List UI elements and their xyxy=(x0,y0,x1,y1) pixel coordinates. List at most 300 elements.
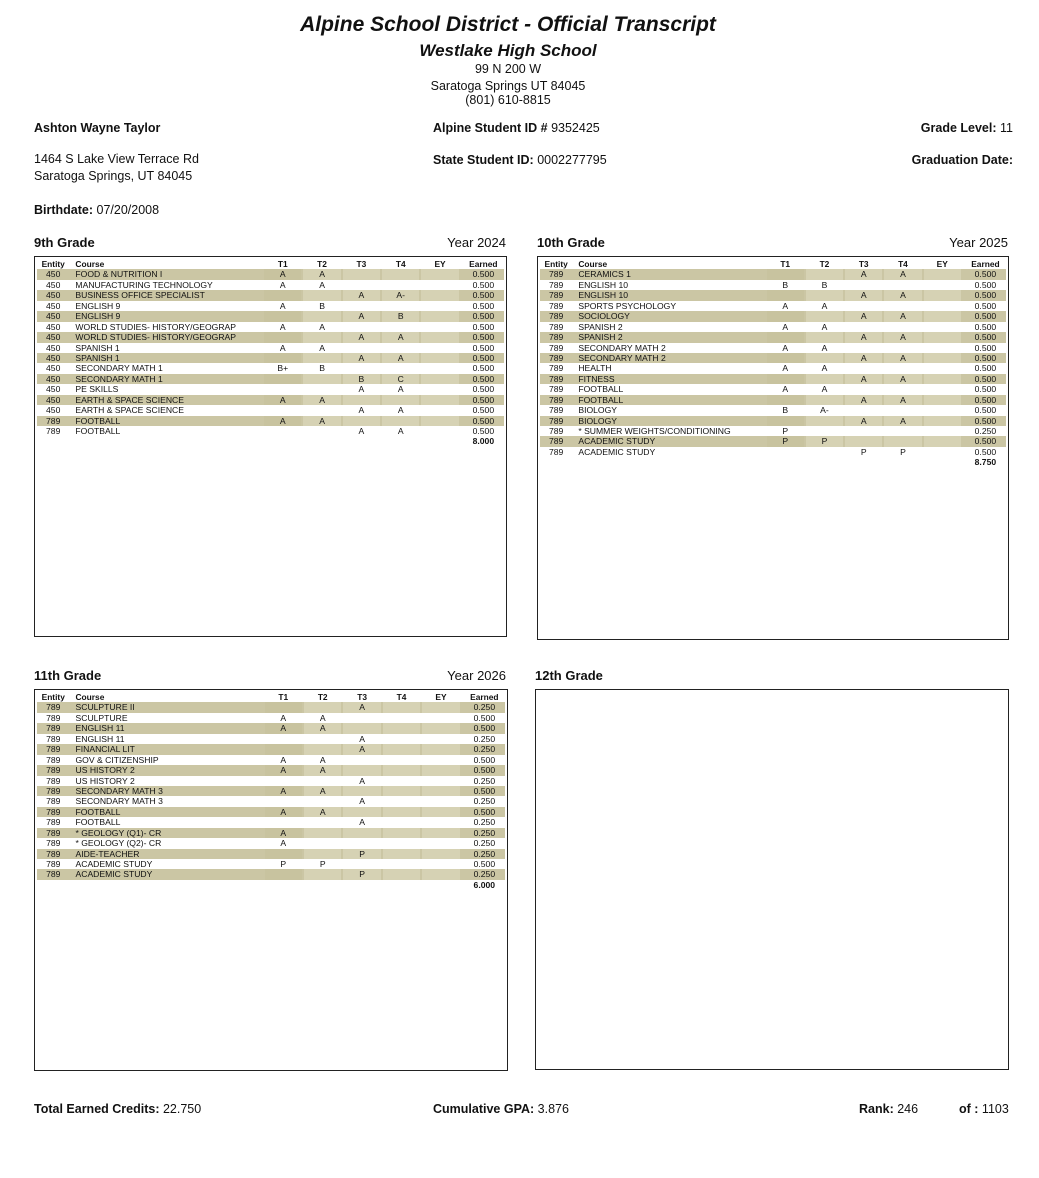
t4-grade-cell: A xyxy=(884,374,921,384)
earned-cell: 0.500 xyxy=(473,712,496,723)
t2-grade-cell xyxy=(806,426,843,436)
course-cell: SPORTS PSYCHOLOGY xyxy=(578,300,677,311)
earned-cell: 0.500 xyxy=(974,269,997,280)
t2-grade-cell: A xyxy=(319,279,325,290)
t1-grade-cell xyxy=(264,290,301,300)
section-12th-title: 12th Grade xyxy=(535,668,603,683)
t4-grade-cell xyxy=(884,280,921,290)
t3-grade-cell: A xyxy=(343,311,380,321)
col-t2-header: T2 xyxy=(317,692,328,702)
t4-grade-cell xyxy=(884,363,921,373)
section-10th-year: Year 2025 xyxy=(949,235,1008,250)
t2-grade-cell: B xyxy=(319,300,325,311)
grade-11-course-table xyxy=(34,689,508,1071)
col-earned-header: Earned xyxy=(470,692,499,702)
entity-cell: 450 xyxy=(46,384,61,395)
course-cell: SOCIOLOGY xyxy=(578,311,630,322)
entity-cell: 789 xyxy=(46,754,61,765)
table-row xyxy=(37,786,505,796)
earned-cell: 0.500 xyxy=(473,859,496,869)
col-entity-header: Entity xyxy=(41,259,65,269)
earned-cell: 0.500 xyxy=(974,415,997,426)
table-row xyxy=(37,817,505,827)
t3-grade-cell: P xyxy=(860,446,867,457)
t4-grade-cell xyxy=(382,280,419,290)
t2-grade-cell xyxy=(303,405,340,415)
t4-grade-cell: A xyxy=(397,426,404,436)
t1-grade-cell xyxy=(264,332,301,342)
t1-grade-cell: A xyxy=(265,786,302,796)
table-row xyxy=(37,723,505,733)
earned-cell: 0.500 xyxy=(473,754,496,765)
t4-grade-cell: A xyxy=(884,395,921,405)
t1-grade-cell: A xyxy=(782,384,789,395)
t4-grade-cell: A xyxy=(884,353,921,363)
t4-grade-cell: P xyxy=(900,446,906,457)
t4-grade-cell xyxy=(382,269,419,279)
t3-grade-cell: A xyxy=(845,395,882,405)
t2-grade-cell xyxy=(304,828,341,838)
t2-grade-cell: A xyxy=(304,807,341,817)
entity-cell: 789 xyxy=(46,702,61,713)
entity-cell: 450 xyxy=(46,321,61,332)
t2-grade-cell xyxy=(806,447,843,457)
grade-level xyxy=(921,121,1013,135)
course-cell: SPANISH 1 xyxy=(75,342,120,353)
t2-grade-cell xyxy=(806,269,843,279)
t4-grade-cell: A xyxy=(382,353,419,363)
t4-grade-cell: A xyxy=(884,311,921,321)
t4-grade-cell xyxy=(383,776,420,786)
t4-grade-cell: A xyxy=(884,269,921,279)
course-cell: HEALTH xyxy=(578,363,612,374)
t3-grade-cell xyxy=(845,405,882,415)
t2-grade-cell xyxy=(304,702,341,712)
t1-grade-cell xyxy=(265,776,302,786)
t3-grade-cell xyxy=(343,786,380,796)
table-header xyxy=(37,259,504,269)
t4-grade-cell xyxy=(383,849,420,859)
entity-cell: 789 xyxy=(46,796,61,807)
t1-grade-cell: A xyxy=(265,765,302,775)
t4-grade-cell: B xyxy=(382,311,419,321)
course-cell: US HISTORY 2 xyxy=(75,775,135,786)
entity-cell: 789 xyxy=(549,290,564,301)
alpine-id-label: Alpine Student ID # xyxy=(433,121,548,135)
course-cell: FOOTBALL xyxy=(578,394,624,405)
ey-grade-cell xyxy=(421,290,458,300)
state-id-value: 0002277795 xyxy=(537,153,607,167)
t3-grade-cell xyxy=(343,828,380,838)
ey-grade-cell xyxy=(924,363,961,373)
grade-level-label: Grade Level: xyxy=(920,121,997,135)
t4-grade-cell xyxy=(884,343,921,353)
table-row xyxy=(37,869,505,879)
state-id xyxy=(433,153,607,167)
course-cell: MANUFACTURING TECHNOLOGY xyxy=(75,279,213,290)
t4-grade-cell xyxy=(382,363,419,373)
table-row xyxy=(540,426,1006,436)
t3-grade-cell: A xyxy=(845,353,882,363)
table-header xyxy=(37,692,505,702)
grade-9-course-table xyxy=(34,256,507,637)
earned-cell: 0.500 xyxy=(974,436,997,447)
t1-grade-cell: A xyxy=(782,363,789,374)
t3-grade-cell xyxy=(343,723,380,733)
t4-grade-cell xyxy=(383,869,420,879)
table-row xyxy=(37,734,505,744)
t1-grade-cell: P xyxy=(767,436,804,446)
table-row xyxy=(37,755,505,765)
ey-grade-cell xyxy=(422,796,459,806)
entity-cell: 789 xyxy=(46,838,61,849)
earned-cell: 0.500 xyxy=(472,279,495,290)
ey-grade-cell xyxy=(422,849,459,859)
table-row xyxy=(37,702,505,712)
student-name: Ashton Wayne Taylor xyxy=(34,121,161,135)
entity-cell: 789 xyxy=(46,723,61,734)
course-cell: FOOTBALL xyxy=(75,426,121,436)
entity-cell: 789 xyxy=(46,785,61,796)
t4-grade-cell: A xyxy=(397,384,404,395)
alpine-id-value: 9352425 xyxy=(551,121,600,135)
ey-grade-cell xyxy=(924,322,961,332)
earned-cell: 0.500 xyxy=(472,342,495,353)
t1-grade-cell xyxy=(265,817,302,827)
col-t3-header: T3 xyxy=(357,692,368,702)
t4-grade-cell xyxy=(383,713,420,723)
earned-cell: 0.500 xyxy=(472,373,495,384)
t2-grade-cell xyxy=(304,817,341,827)
course-cell: FOOD & NUTRITION I xyxy=(75,269,163,280)
t1-grade-cell xyxy=(767,311,804,321)
entity-cell: 450 xyxy=(46,405,61,416)
ey-grade-cell xyxy=(422,723,459,733)
course-cell: SECONDARY MATH 1 xyxy=(75,373,163,384)
t4-grade-cell: A- xyxy=(382,290,419,300)
table-row xyxy=(540,322,1006,332)
entity-cell: 789 xyxy=(46,712,61,723)
t1-grade-cell: A xyxy=(782,342,789,353)
entity-cell: 789 xyxy=(46,415,61,426)
t2-grade-cell: A xyxy=(821,300,828,311)
section-total-credits: 8.750 xyxy=(974,457,997,468)
entity-cell: 789 xyxy=(549,332,564,343)
entity-cell: 789 xyxy=(46,765,61,776)
t3-grade-cell xyxy=(343,395,380,405)
t2-grade-cell xyxy=(806,332,843,342)
col-earned-header: Earned xyxy=(469,259,498,269)
table-row xyxy=(37,744,505,754)
ey-grade-cell xyxy=(924,416,961,426)
ey-grade-cell xyxy=(421,311,458,321)
t4-grade-cell xyxy=(884,405,921,415)
table-row xyxy=(540,353,1006,363)
table-row xyxy=(37,849,505,859)
table-row xyxy=(37,713,505,723)
course-cell: CERAMICS 1 xyxy=(578,269,631,280)
school-address-line1: 99 N 200 W xyxy=(474,62,541,76)
t3-grade-cell: A xyxy=(359,775,365,786)
earned-cell: 0.500 xyxy=(472,426,495,436)
earned-cell: 0.500 xyxy=(974,446,997,457)
t1-grade-cell xyxy=(265,702,302,712)
t2-grade-cell xyxy=(806,374,843,384)
course-cell: FOOTBALL xyxy=(578,384,624,395)
course-cell: US HISTORY 2 xyxy=(75,765,135,776)
entity-cell: 450 xyxy=(46,290,61,301)
t1-grade-cell xyxy=(264,374,301,384)
earned-cell: 0.500 xyxy=(472,321,495,332)
t2-grade-cell: A xyxy=(303,269,340,279)
t1-grade-cell: B+ xyxy=(277,363,289,374)
entity-cell: 789 xyxy=(46,775,61,786)
t4-grade-cell: A xyxy=(884,332,921,342)
entity-cell: 789 xyxy=(549,384,564,395)
t2-grade-cell: A xyxy=(821,342,828,353)
t2-grade-cell xyxy=(303,311,340,321)
t1-grade-cell xyxy=(767,416,804,426)
entity-cell: 450 xyxy=(46,311,61,322)
earned-cell: 0.500 xyxy=(473,723,496,734)
course-cell: WORLD STUDIES- HISTORY/GEOGRAP xyxy=(75,321,237,332)
table-row xyxy=(37,301,504,311)
course-cell: BIOLOGY xyxy=(578,405,618,416)
t3-grade-cell: A xyxy=(343,744,380,754)
t1-grade-cell xyxy=(265,849,302,859)
t4-grade-cell xyxy=(884,301,921,311)
t2-grade-cell xyxy=(806,395,843,405)
grade-level-value: 11 xyxy=(1000,121,1013,135)
col-t1-header: T1 xyxy=(277,259,288,269)
course-cell: SECONDARY MATH 1 xyxy=(75,363,163,374)
t1-grade-cell xyxy=(767,374,804,384)
t1-grade-cell: A xyxy=(264,269,301,279)
ey-grade-cell xyxy=(422,807,459,817)
ey-grade-cell xyxy=(422,869,459,879)
course-cell: AIDE-TEACHER xyxy=(75,848,140,859)
t2-grade-cell xyxy=(806,416,843,426)
t3-grade-cell xyxy=(845,426,882,436)
t3-grade-cell: A xyxy=(343,290,380,300)
course-cell: SCULPTURE II xyxy=(75,702,135,713)
t4-grade-cell: A xyxy=(397,405,404,416)
table-row xyxy=(37,384,504,394)
table-row xyxy=(37,405,504,415)
earned-cell: 0.250 xyxy=(473,733,496,744)
table-row xyxy=(37,332,504,342)
earned-cell: 0.250 xyxy=(473,869,496,880)
t1-grade-cell: A xyxy=(265,828,302,838)
ey-grade-cell xyxy=(924,290,961,300)
earned-cell: 0.250 xyxy=(473,702,496,713)
t4-grade-cell xyxy=(383,817,420,827)
ey-grade-cell xyxy=(421,269,458,279)
t2-grade-cell: A- xyxy=(820,405,829,416)
table-row xyxy=(37,290,504,300)
t1-grade-cell xyxy=(264,384,301,394)
earned-cell: 0.250 xyxy=(473,744,496,755)
t4-grade-cell xyxy=(884,384,921,394)
table-row xyxy=(37,395,504,405)
table-row xyxy=(540,405,1006,415)
section-9th-year: Year 2024 xyxy=(447,235,506,250)
t3-grade-cell: A xyxy=(359,733,365,744)
t3-grade-cell: A xyxy=(358,384,365,395)
earned-cell: 0.500 xyxy=(974,352,997,363)
ey-grade-cell xyxy=(422,776,459,786)
t4-grade-cell xyxy=(383,755,420,765)
ey-grade-cell xyxy=(924,395,961,405)
t3-grade-cell: A xyxy=(359,817,365,828)
table-row xyxy=(540,301,1006,311)
t3-grade-cell: A xyxy=(358,405,365,416)
ey-grade-cell xyxy=(924,301,961,311)
col-t4-header: T4 xyxy=(395,259,406,269)
earned-cell: 0.500 xyxy=(974,290,997,301)
t3-grade-cell xyxy=(343,713,380,723)
ey-grade-cell xyxy=(422,838,459,848)
section-9th-title: 9th Grade xyxy=(34,235,95,250)
ey-grade-cell xyxy=(422,786,459,796)
student-city: Saratoga Springs, UT 84045 xyxy=(34,169,193,183)
t3-grade-cell xyxy=(343,416,380,426)
col-t1-header: T1 xyxy=(278,692,289,702)
t3-grade-cell xyxy=(343,301,380,311)
rank-of-total: of : 1103 xyxy=(959,1102,1009,1116)
course-cell: FOOTBALL xyxy=(75,415,121,426)
student-street: 1464 S Lake View Terrace Rd xyxy=(34,152,199,166)
course-cell: WORLD STUDIES- HISTORY/GEOGRAP xyxy=(75,332,237,343)
t3-grade-cell: A xyxy=(845,332,882,342)
t3-grade-cell xyxy=(845,301,882,311)
t3-grade-cell: A xyxy=(845,374,882,384)
earned-cell: 0.500 xyxy=(974,321,997,332)
birthdate-label: Birthdate: xyxy=(34,203,94,217)
course-cell: ENGLISH 9 xyxy=(75,300,121,311)
earned-cell: 0.500 xyxy=(472,269,495,280)
t2-grade-cell: A xyxy=(821,321,828,332)
earned-cell: 0.500 xyxy=(472,384,495,395)
t1-grade-cell: A xyxy=(265,807,302,817)
t3-grade-cell xyxy=(845,280,882,290)
table-row xyxy=(540,363,1006,373)
t4-grade-cell xyxy=(383,734,420,744)
t4-grade-cell xyxy=(383,786,420,796)
entity-cell: 789 xyxy=(46,859,61,869)
course-cell: ENGLISH 11 xyxy=(75,733,125,744)
entity-cell: 789 xyxy=(549,363,564,374)
t1-grade-cell xyxy=(265,796,302,806)
course-cell: FOOTBALL xyxy=(75,817,121,828)
t3-grade-cell xyxy=(343,343,380,353)
table-row xyxy=(540,395,1006,405)
section-total-credits: 6.000 xyxy=(473,879,496,890)
t4-grade-cell xyxy=(383,807,420,817)
course-cell: ACADEMIC STUDY xyxy=(578,446,656,457)
entity-cell: 789 xyxy=(549,300,564,311)
table-row xyxy=(540,416,1006,426)
col-ey-header: EY xyxy=(435,692,447,702)
entity-cell: 789 xyxy=(549,436,564,447)
table-row xyxy=(540,436,1006,446)
entity-cell: 789 xyxy=(46,733,61,744)
earned-cell: 0.500 xyxy=(473,765,496,776)
section-total-row xyxy=(540,457,1006,467)
table-row xyxy=(540,384,1006,394)
earned-cell: 0.500 xyxy=(974,300,997,311)
section-10th-title: 10th Grade xyxy=(537,235,605,250)
ey-grade-cell xyxy=(421,332,458,342)
entity-cell: 789 xyxy=(46,817,61,828)
birthdate-value: 07/20/2008 xyxy=(96,203,160,217)
ey-grade-cell xyxy=(924,447,961,457)
col-course-header: Course xyxy=(75,692,105,702)
total-earned-credits: Total Earned Credits: 22.750 xyxy=(34,1102,202,1116)
entity-cell: 789 xyxy=(549,279,564,290)
ey-grade-cell xyxy=(422,817,459,827)
t2-grade-cell: A xyxy=(821,384,828,395)
course-cell: SCULPTURE xyxy=(75,712,128,723)
t2-grade-cell: A xyxy=(319,754,326,765)
t1-grade-cell: A xyxy=(280,712,287,723)
entity-cell: 789 xyxy=(549,426,564,436)
table-row xyxy=(37,859,505,869)
ey-grade-cell xyxy=(421,384,458,394)
t1-grade-cell xyxy=(264,353,301,363)
earned-cell: 0.500 xyxy=(974,373,997,384)
t2-grade-cell: A xyxy=(303,395,340,405)
t1-grade-cell xyxy=(264,311,301,321)
t3-grade-cell: A xyxy=(343,353,380,363)
section-total-row xyxy=(37,880,505,890)
earned-cell: 0.500 xyxy=(974,405,997,416)
t2-grade-cell xyxy=(304,734,341,744)
col-ey-header: EY xyxy=(434,259,446,269)
t4-grade-cell xyxy=(383,859,420,869)
section-11th-year: Year 2026 xyxy=(447,668,506,683)
school-phone: (801) 610-8815 xyxy=(465,93,551,107)
earned-cell: 0.500 xyxy=(974,332,997,343)
t1-grade-cell xyxy=(264,426,301,436)
entity-cell: 789 xyxy=(46,426,61,436)
course-cell: EARTH & SPACE SCIENCE xyxy=(75,394,184,405)
entity-cell: 789 xyxy=(46,806,61,817)
t1-grade-cell: A xyxy=(279,321,286,332)
t1-grade-cell: A xyxy=(782,321,789,332)
t1-grade-cell: A xyxy=(264,395,301,405)
section-total-row xyxy=(37,436,504,446)
course-cell: SECONDARY MATH 3 xyxy=(75,796,163,807)
t1-grade-cell xyxy=(767,395,804,405)
alpine-id xyxy=(433,121,600,135)
earned-cell: 0.250 xyxy=(473,848,496,859)
t1-grade-cell: A xyxy=(279,279,286,290)
course-cell: * GEOLOGY (Q2)- CR xyxy=(75,838,162,849)
ey-grade-cell xyxy=(924,332,961,342)
t4-grade-cell xyxy=(383,828,420,838)
ey-grade-cell xyxy=(421,363,458,373)
t3-grade-cell xyxy=(343,859,380,869)
t3-grade-cell xyxy=(343,363,380,373)
t2-grade-cell: A xyxy=(304,723,341,733)
table-row xyxy=(37,776,505,786)
col-entity-header: Entity xyxy=(544,259,568,269)
ey-grade-cell xyxy=(924,280,961,290)
ey-grade-cell xyxy=(422,734,459,744)
ey-grade-cell xyxy=(422,713,459,723)
entity-cell: 789 xyxy=(549,394,564,405)
